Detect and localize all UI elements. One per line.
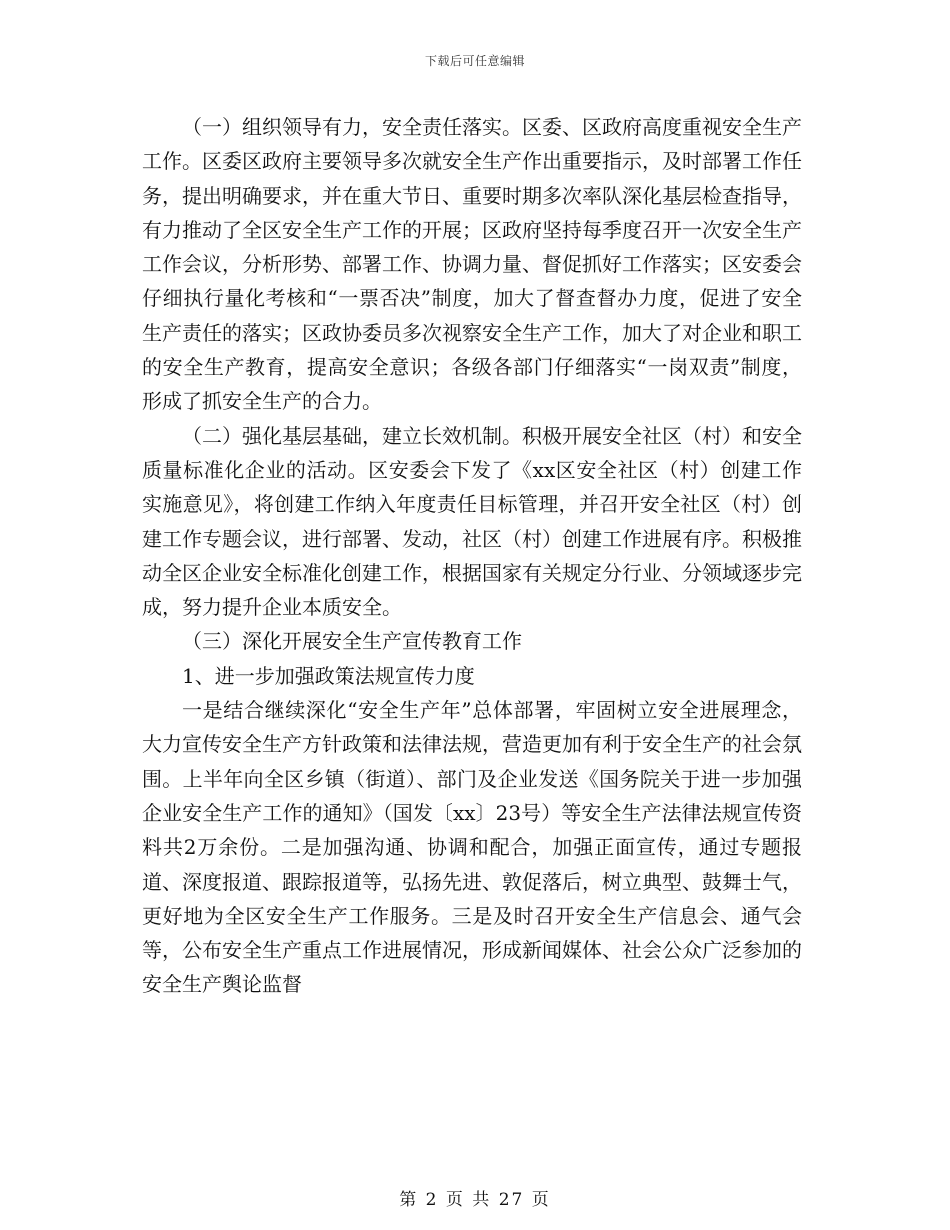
paragraph-2: （二）强化基层基础，建立长效机制。积极开展安全社区（村）和安全质量标准化企业的活动。区安委会下发了《xx区安全社区（村）创建工作实施意见》，将创建工作纳入年度责任目标管理，并召开安全社区（村）创建工作专题会议，进行部署、发动，社区（村）创建工作进展有序。积极推动全区企业安全标准化创建工作，根据国家有关规定分行业、分领域逐步完成，努力提升企业本质安全。 xyxy=(142,423,802,620)
document-body xyxy=(142,110,802,1002)
section-heading-3: （三）深化开展安全生产宣传教育工作 xyxy=(182,629,522,654)
page-header-note: 下载后可任意编辑 xyxy=(424,54,525,68)
subsection-heading-1: 1、进一步加强政策法规宣传力度 xyxy=(182,663,475,688)
paragraph-5: 一是结合继续深化“安全生产年”总体部署，牢固树立安全进展理念，大力宣传安全生产方针政策和法律法规，营造更加有利于安全生产的社会氛围。上半年向全区乡镇（街道）、部门及企业发送《国务院关于进一步加强企业安全生产工作的通知》（国发〔xx〕23号）等安全生产法律法规宣传资料共2万余份。二是加强沟通、协调和配合，加强正面宣传，通过专题报道、深度报道、跟踪报道等，弘扬先进、敦促落后，树立典型、鼓舞士气，更好地为全区安全生产工作服务。三是及时召开安全生产信息会、通气会等，公布安全生产重点工作进展情况，形成新闻媒体、社会公众广泛参加的安全生产舆论监督 xyxy=(142,698,802,997)
paragraph-1: （一）组织领导有力，安全责任落实。区委、区政府高度重视安全生产工作。区委区政府主要领导多次就安全生产作出重要指示，及时部署工作任务，提出明确要求，并在重大节日、重要时期多次率队深化基层检查指导，有力推动了全区安全生产工作的开展；区政府坚持每季度召开一次安全生产工作会议，分析形势、部署工作、协调力量、督促抓好工作落实；区安委会仔细执行量化考核和“一票否决”制度，加大了督查督办力度，促进了安全生产责任的落实；区政协委员多次视察安全生产工作，加大了对企业和职工的安全生产教育，提高安全意识；各级各部门仔细落实“一岗双责”制度，形成了抓安全生产的合力。 xyxy=(142,115,802,414)
page-number-footer: 第 2 页 共 27 页 xyxy=(399,1190,551,1210)
